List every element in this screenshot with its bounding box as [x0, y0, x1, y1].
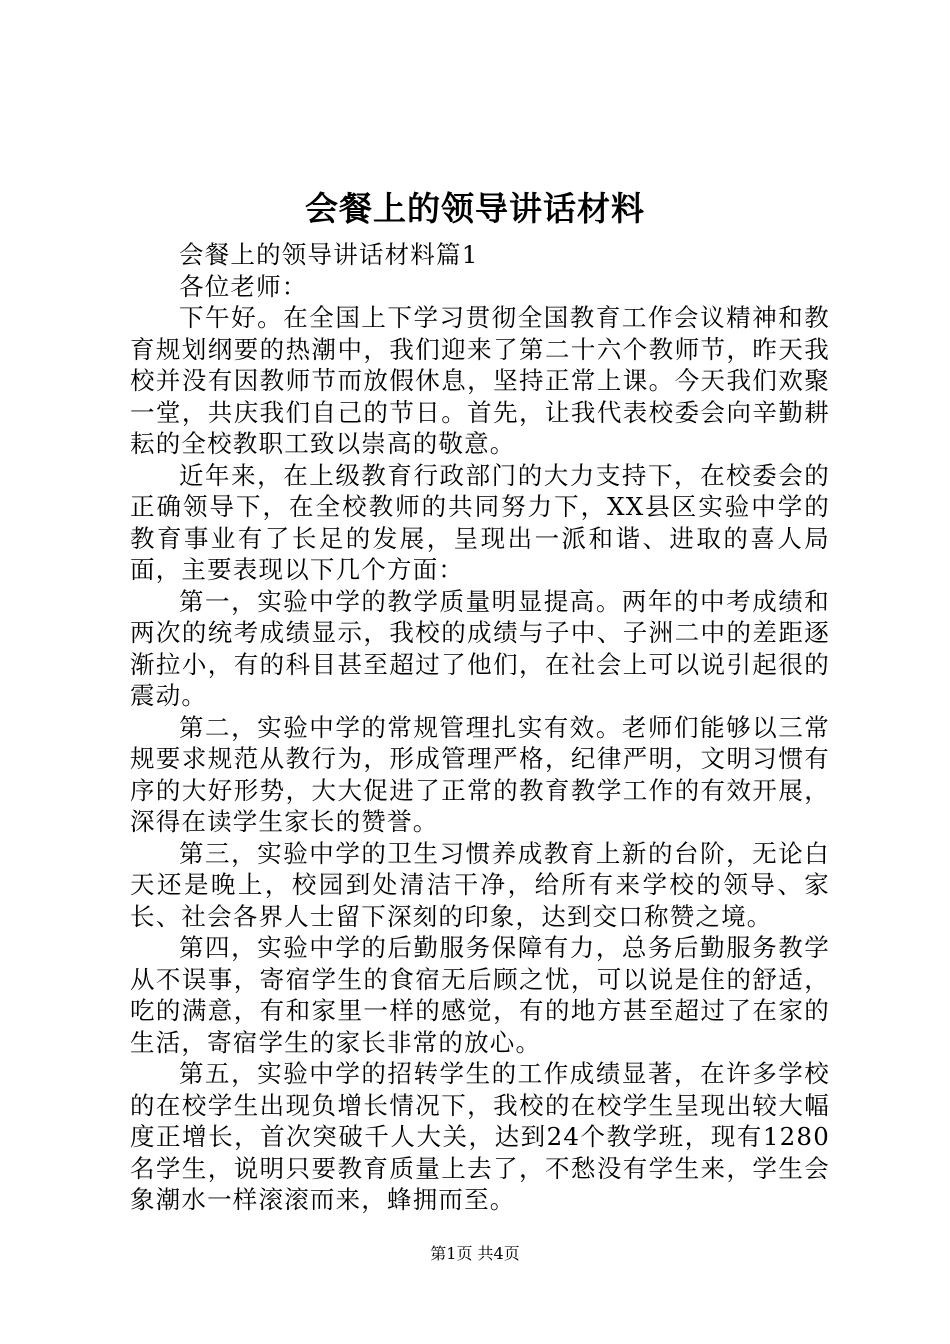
section-heading: 会餐上的领导讲话材料篇1: [179, 240, 479, 269]
salutation: 各位老师：: [179, 271, 308, 301]
page-footer: [0, 1242, 950, 1266]
body-paragraph: 第一，实验中学的教学质量明显提高。两年的中考成绩和两次的统考成绩显示，我校的成绩与子中、子洲二中的差距逐渐拉小，有的科目甚至超过了他们，在社会上可以说引起很的震动。: [130, 586, 830, 710]
document-title: 会餐上的领导讲话材料: [305, 189, 645, 228]
body-paragraph: 第四，实验中学的后勤服务保障有力，总务后勤服务教学从不误事，寄宿学生的食宿无后顾之忧，可以说是住的舒适，吃的满意，有和家里一样的感觉，有的地方甚至超过了在家的生活，寄宿学生的家长非常的放心。: [130, 933, 830, 1057]
body-paragraph: 第二，实验中学的常规管理扎实有效。老师们能够以三常规要求规范从教行为，形成管理严格，纪律严明，文明习惯有序的大好形势，大大促进了正常的教育教学工作的有效开展，深得在读学生家长的赞誉。: [130, 712, 830, 836]
page-number: 第1页: [430, 1244, 473, 1263]
body-paragraph: 下午好。在全国上下学习贯彻全国教育工作会议精神和教育规划纲要的热潮中，我们迎来了第二十六个教师节，昨天我校并没有因教师节而放假休息，坚持正常上课。今天我们欢聚一堂，共庆我们自己的节日。首先，让我代表校委会向辛勤耕耘的全校教职工致以崇高的敬意。: [130, 303, 830, 458]
body-paragraph: 第五，实验中学的招转学生的工作成绩显著，在许多学校的在校学生出现负增长情况下，我校的在校学生呈现出较大幅度正增长，首次突破千人大关，达到24个教学班，现有1280名学生，说明只要教育质量上去了，不愁没有学生来，学生会象潮水一样滚滚而来，蜂拥而至。: [130, 1059, 830, 1214]
body-paragraph: 近年来，在上级教育行政部门的大力支持下，在校委会的正确领导下，在全校教师的共同努力下，XX县区实验中学的教育事业有了长足的发展，呈现出一派和谐、进取的喜人局面，主要表现以下几个方面：: [130, 460, 830, 584]
document-body: [130, 239, 830, 1216]
body-paragraph: 第三，实验中学的卫生习惯养成教育上新的台阶，无论白天还是晚上，校园到处清洁干净，给所有来学校的领导、家长、社会各界人士留下深刻的印象，达到交口称赞之境。: [130, 838, 830, 931]
page-total: 共4页: [477, 1244, 520, 1263]
